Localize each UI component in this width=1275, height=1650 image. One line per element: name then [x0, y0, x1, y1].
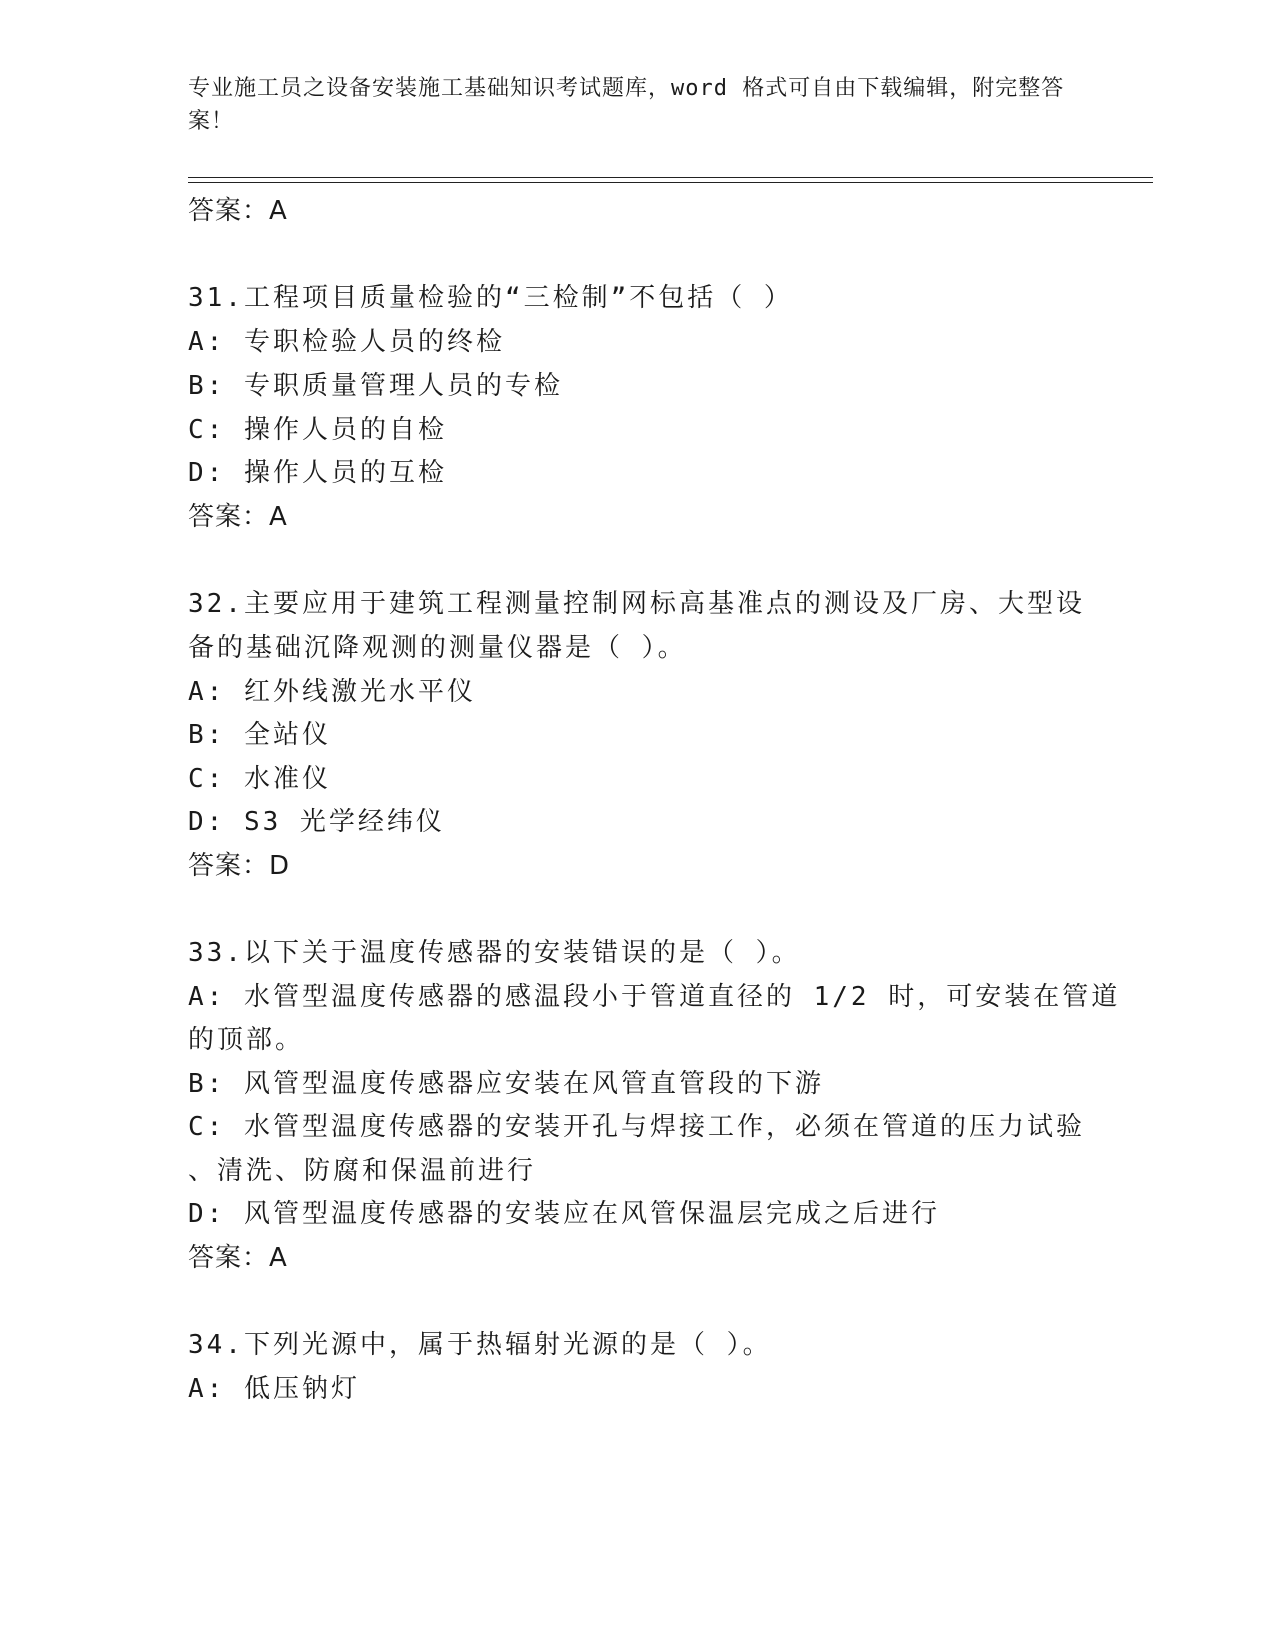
question-33-option-d: D: 风管型温度传感器的安装应在风管保温层完成之后进行: [188, 1199, 940, 1229]
question-33-option-a-line1: A: 水管型温度传感器的感温段小于管道直径的 1/2 时，可安装在管道: [188, 982, 1121, 1012]
question-34-option-a: A: 低压钠灯: [188, 1374, 360, 1404]
question-33-stem: 33.以下关于温度传感器的安装错误的是（ ）。: [188, 938, 801, 968]
document-header: 专业施工员之设备安装施工基础知识考试题库，word 格式可自由下载编辑，附完整答案！: [188, 76, 1065, 134]
question-31-option-c: C: 操作人员的自检: [188, 415, 447, 445]
header-rule-top: [188, 177, 1153, 178]
question-33-option-b: B: 风管型温度传感器应安装在风管直管段的下游: [188, 1069, 824, 1099]
question-33-option-c-line2: 、清洗、防腐和保温前进行: [188, 1156, 537, 1186]
question-32-stem-line1: 32.主要应用于建筑工程测量控制网标高基准点的测设及厂房、大型设: [188, 589, 1085, 619]
answer-30: 答案：A: [188, 196, 288, 226]
question-33-option-a-line2: 的顶部。: [188, 1025, 305, 1055]
question-31-option-a: A: 专职检验人员的终检: [188, 327, 505, 357]
question-32-option-a: A: 红外线激光水平仪: [188, 677, 476, 707]
answer-32: 答案：D: [188, 851, 291, 881]
question-32-stem-line2: 备的基础沉降观测的测量仪器是（ ）。: [188, 633, 687, 663]
question-32-option-b: B: 全站仪: [188, 720, 331, 750]
question-31-stem: 31.工程项目质量检验的“三检制”不包括（ ）: [188, 283, 793, 313]
header-rule-bottom: [188, 182, 1153, 183]
question-31-option-b: B: 专职质量管理人员的专检: [188, 371, 563, 401]
answer-31: 答案：A: [188, 502, 288, 532]
question-32-option-c: C: 水准仪: [188, 764, 331, 794]
question-33-option-c-line1: C: 水管型温度传感器的安装开孔与焊接工作，必须在管道的压力试验: [188, 1112, 1085, 1142]
question-31-option-d: D: 操作人员的互检: [188, 458, 447, 488]
question-32-option-d: D: S3 光学经纬仪: [188, 807, 445, 837]
question-34-stem: 34.下列光源中，属于热辐射光源的是（ ）。: [188, 1330, 772, 1360]
answer-33: 答案：A: [188, 1243, 288, 1273]
